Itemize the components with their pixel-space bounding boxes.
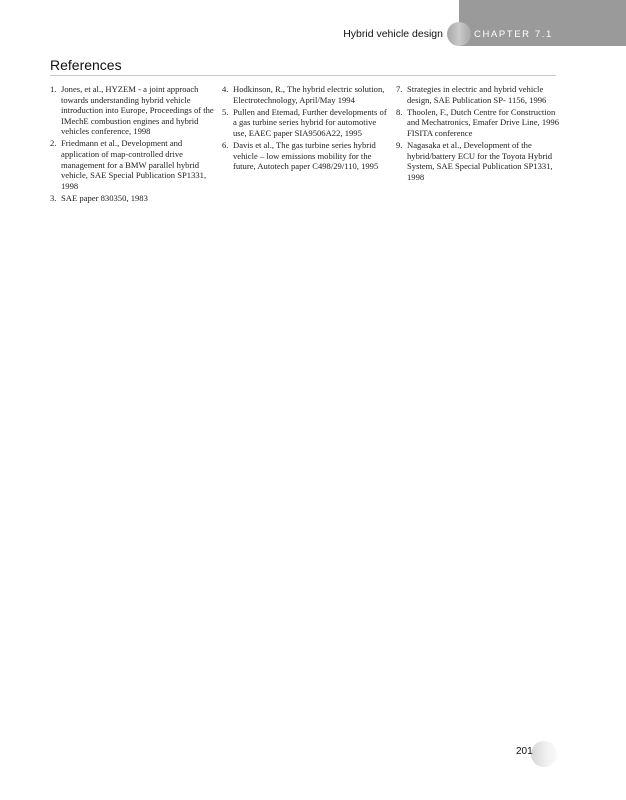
reference-item bbox=[222, 140, 390, 172]
references-column-2 bbox=[222, 84, 390, 173]
reference-item bbox=[50, 193, 220, 204]
reference-number: 1. bbox=[50, 84, 57, 94]
reference-text: Davis et al., The gas turbine series hybrid vehicle – low emissions mobility for the future, Autotech paper C498/29/110, 1995 bbox=[233, 139, 379, 172]
reference-item bbox=[50, 138, 220, 191]
reference-number: 4. bbox=[222, 84, 229, 94]
reference-text: Jones, et al., HYZEM - a joint approach towards understanding hybrid vehicle introduction into Europe, Proceedings of the IMechE combustion engines and hybrid vehicles conference, 1998 bbox=[61, 84, 214, 137]
reference-number: 9. bbox=[396, 139, 403, 150]
reference-item bbox=[396, 84, 560, 105]
reference-number: 8. bbox=[396, 106, 403, 117]
section-title: References bbox=[50, 57, 122, 73]
reference-number: 6. bbox=[222, 139, 229, 150]
chapter-tab-circle bbox=[447, 22, 471, 46]
section-divider bbox=[50, 75, 556, 76]
page-header bbox=[0, 0, 626, 46]
reference-number: 2. bbox=[50, 138, 57, 149]
reference-number: 5. bbox=[222, 106, 229, 117]
page-number: 201 bbox=[516, 746, 533, 757]
reference-text: Thoolen, F., Dutch Centre for Construction and Mechatronics, Emafer Drive Line, 1996 FISITA conference bbox=[407, 106, 560, 138]
reference-item bbox=[222, 107, 390, 139]
reference-text: Friedmann et al., Development and application of map-controlled drive management for a BMW parallel hybrid vehicle, SAE Special Publication SP1331, 1998 bbox=[61, 138, 207, 191]
running-title: Hybrid vehicle design bbox=[343, 28, 443, 40]
reference-item bbox=[396, 107, 560, 139]
page-number-circle bbox=[531, 741, 557, 767]
reference-text: Nagasaka et al., Development of the hybrid/battery ECU for the Toyota Hybrid System, SAE Special Publication SP1331, 1998 bbox=[407, 139, 553, 182]
chapter-label: CHAPTER 7.1 bbox=[474, 29, 553, 40]
references-column-1 bbox=[50, 84, 220, 205]
reference-item bbox=[396, 140, 560, 182]
references-column-3 bbox=[396, 84, 560, 184]
reference-text: Pullen and Etemad, Further developments of a gas turbine series hybrid for automotive use, EAEC paper SIA9506A22, 1995 bbox=[233, 106, 387, 138]
reference-number: 7. bbox=[396, 84, 403, 94]
reference-text: Hodkinson, R., The hybrid electric solution, Electrotechnology, April/May 1994 bbox=[233, 84, 385, 105]
reference-text: SAE paper 830350, 1983 bbox=[61, 192, 148, 203]
reference-item bbox=[222, 84, 390, 105]
reference-number: 3. bbox=[50, 192, 57, 203]
reference-item bbox=[50, 84, 220, 137]
reference-text: Strategies in electric and hybrid vehicle design, SAE Publication SP- 1156, 1996 bbox=[407, 84, 547, 105]
